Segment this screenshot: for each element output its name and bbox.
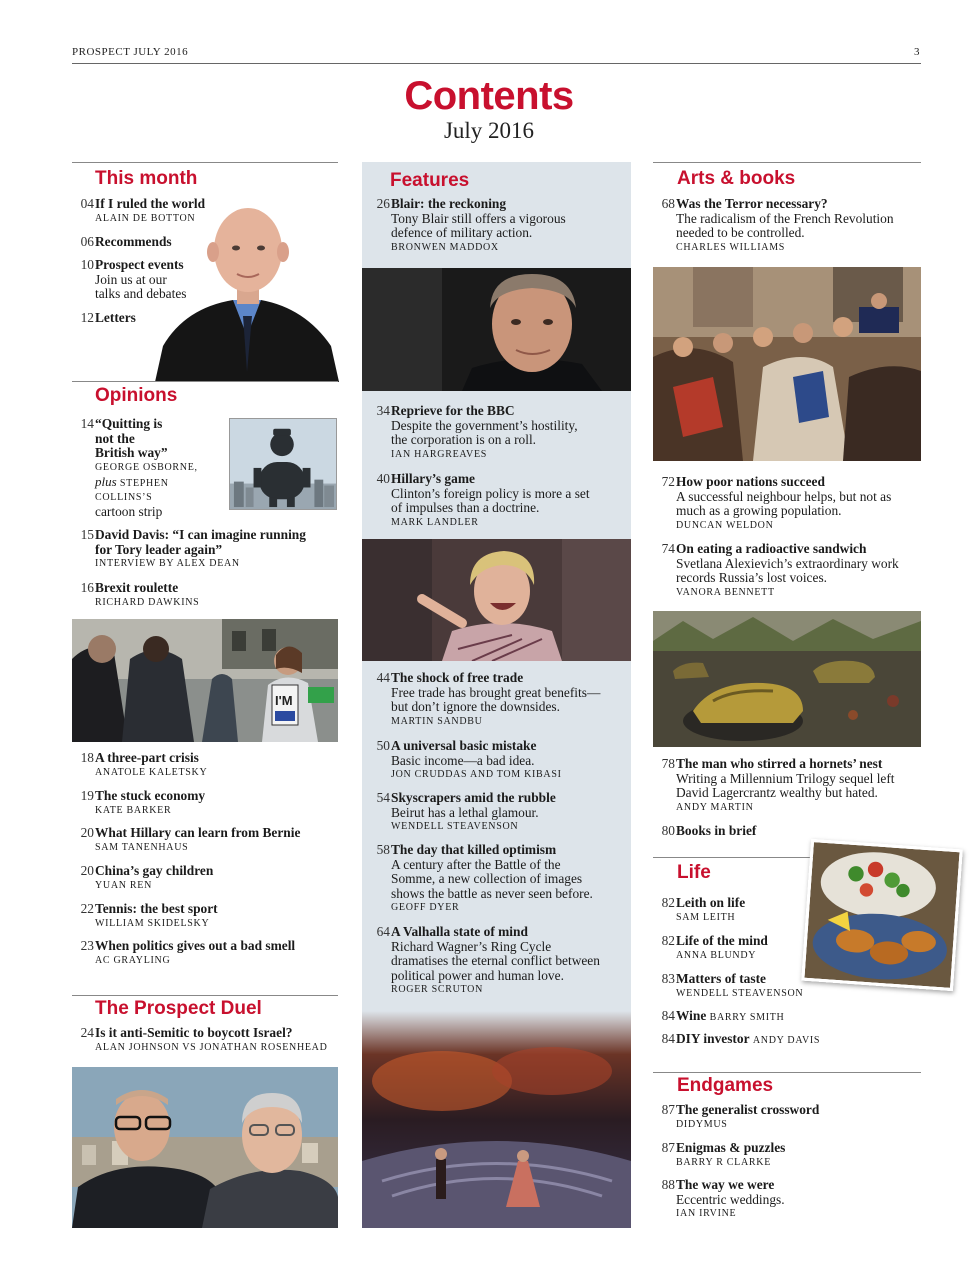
toc-entry[interactable] <box>72 581 338 610</box>
entry-page: 20 <box>80 863 94 878</box>
entry-page: 44 <box>376 670 390 685</box>
entry-description: Free trade has brought great benefits— <box>391 684 601 700</box>
entry-title: How poor nations succeed <box>676 474 825 489</box>
entry-description: political power and human love. <box>391 967 564 983</box>
entry-author: MARK LANDLER <box>391 516 479 528</box>
entry-title: Was the Terror necessary? <box>676 196 828 211</box>
duel-photo <box>72 1067 338 1228</box>
toc-entry[interactable] <box>72 864 338 893</box>
entry-page: 19 <box>80 788 94 803</box>
entry-page: 18 <box>80 750 94 765</box>
entry-description: A century after the Battle of the <box>391 856 561 872</box>
entry-author: AC GRAYLING <box>95 954 171 966</box>
entry-author: GEORGE OSBORNE, <box>95 461 198 473</box>
entry-description: Eccentric weddings. <box>676 1191 785 1207</box>
entry-title: Skyscrapers amid the rubble <box>391 790 556 805</box>
toc-entry[interactable] <box>72 235 232 250</box>
toc-entry[interactable] <box>368 197 630 255</box>
toc-entry[interactable] <box>72 1026 342 1055</box>
entry-author: YUAN REN <box>95 879 152 891</box>
toc-entry[interactable] <box>72 902 338 931</box>
entry-title: The way we were <box>676 1177 775 1192</box>
entry-page: 15 <box>80 527 94 542</box>
entry-author: KATE BARKER <box>95 804 172 816</box>
entry-description: shows the battle as never seen before. <box>391 885 593 901</box>
section-title-endgames: Endgames <box>677 1075 774 1096</box>
entry-description: but don’t ignore the downsides. <box>391 699 560 715</box>
entry-author: IAN IRVINE <box>676 1208 737 1220</box>
entry-description: Despite the government’s hostility, <box>391 417 578 433</box>
toc-entry[interactable] <box>653 1103 923 1132</box>
toc-entry[interactable] <box>72 528 338 571</box>
entry-title: Books in brief <box>676 823 757 838</box>
toc-entry[interactable] <box>72 751 338 780</box>
entry-title: Hillary’s game <box>391 471 475 486</box>
entry-page: 34 <box>376 403 390 418</box>
entry-description: of impulses than a doctrine. <box>391 500 540 516</box>
entry-description: David Lagercrantz wealthy but hated. <box>676 785 878 801</box>
entry-page: 80 <box>661 823 675 838</box>
entry-page: 84 <box>661 1008 675 1023</box>
section-title-opinions: Opinions <box>95 385 178 406</box>
entry-description: dramatises the eternal conflict between <box>391 953 600 969</box>
entry-title: Leith on life <box>676 895 746 910</box>
section-title-arts: Arts & books <box>677 168 796 189</box>
section-title-life: Life <box>677 862 711 883</box>
page-title: Contents <box>404 74 574 118</box>
entry-title: The generalist crossword <box>676 1102 820 1117</box>
hillary-clinton-photo <box>362 539 631 661</box>
entry-author: BRONWEN MADDOX <box>391 241 499 253</box>
sign-text: I'M <box>275 693 293 708</box>
entry-title: The shock of free trade <box>391 670 524 685</box>
entry-author: ROGER SCRUTON <box>391 984 483 996</box>
entry-title: Prospect events <box>95 257 184 272</box>
entry-title: DIY investor <box>676 1031 750 1046</box>
entry-page: 23 <box>80 938 94 953</box>
toc-entry[interactable] <box>653 972 833 1001</box>
entry-page: 14 <box>80 416 94 431</box>
entry-description: much as a growing population. <box>676 503 842 519</box>
entry-author: BARRY SMITH <box>709 1012 785 1023</box>
entry-description: Richard Wagner’s Ring Cycle <box>391 938 552 954</box>
toc-entry[interactable] <box>653 1178 923 1221</box>
entry-page: 54 <box>376 790 390 805</box>
entry-description: Writing a Millennium Trilogy sequel left <box>676 770 895 786</box>
entry-author: ANDY DAVIS <box>752 1035 821 1046</box>
entry-author: ANDY MARTIN <box>676 801 754 813</box>
entry-title: Recommends <box>95 234 172 249</box>
entry-author: DUNCAN WELDON <box>676 519 774 531</box>
entry-title: A Valhalla state of mind <box>391 924 528 939</box>
toc-entry[interactable] <box>368 671 630 729</box>
entry-author: BARRY R CLARKE <box>676 1156 772 1168</box>
entry-title: Is it anti-Semitic to boycott Israel? <box>95 1025 293 1040</box>
toc-entry[interactable] <box>653 197 923 255</box>
entry-title: The man who stirred a hornets’ nest <box>676 756 883 771</box>
entry-page: 87 <box>661 1102 675 1117</box>
entry-author: WENDELL STEAVENSON <box>391 821 519 833</box>
entry-description: The radicalism of the French Revolution <box>676 210 894 226</box>
entry-author: VANORA BENNETT <box>676 586 775 598</box>
toc-entry[interactable] <box>72 258 232 302</box>
entry-title: Matters of taste <box>676 971 766 986</box>
entry-title: Enigmas & puzzles <box>676 1140 786 1155</box>
toc-entry[interactable] <box>368 925 630 997</box>
entry-author: WILLIAM SKIDELSKY <box>95 917 210 929</box>
entry-page: 50 <box>376 738 390 753</box>
entry-title: A universal basic mistake <box>391 738 537 753</box>
entry-author: COLLINS’S <box>95 491 153 503</box>
entry-page: 68 <box>661 196 675 211</box>
entry-title: “Quitting is <box>95 416 163 431</box>
entry-author: CHARLES WILLIAMS <box>676 241 786 253</box>
toc-entry[interactable] <box>368 739 630 782</box>
entry-author: GEOFF DYER <box>391 902 460 914</box>
toc-entry[interactable] <box>653 1141 923 1170</box>
entry-page: 12 <box>80 310 94 325</box>
entry-page: 20 <box>80 825 94 840</box>
entry-page: 64 <box>376 924 390 939</box>
section-title-features: Features <box>390 170 470 191</box>
tony-blair-photo <box>362 268 631 391</box>
toc-entry[interactable] <box>72 417 224 519</box>
french-revolution-painting <box>653 267 921 461</box>
toc-entry[interactable] <box>72 939 338 968</box>
entry-page: 10 <box>80 257 94 272</box>
entry-title: Blair: the reckoning <box>391 196 507 211</box>
section-title-duel: The Prospect Duel <box>95 998 262 1019</box>
entry-description: Join us at our <box>95 271 167 287</box>
entry-author: JON CRUDDAS AND TOM KIBASI <box>391 769 562 781</box>
toc-entry[interactable] <box>653 896 833 925</box>
entry-author: SAM TANENHAUS <box>95 841 189 853</box>
entry-author: DIDYMUS <box>676 1118 728 1130</box>
entry-page: 82 <box>661 933 675 948</box>
entry-title: On eating a radioactive sandwich <box>676 541 867 556</box>
entry-title: Letters <box>95 310 136 325</box>
entry-author: STEPHEN <box>119 477 169 489</box>
toc-entry[interactable] <box>72 311 232 326</box>
section-rule <box>72 995 338 996</box>
entry-description: Clinton’s foreign policy is more a set <box>391 485 590 501</box>
abandoned-bumper-cars-photo <box>653 611 921 747</box>
entry-description: Svetlana Alexievich’s extraordinary work <box>676 555 899 571</box>
entry-author: ALAN JOHNSON VS JONATHAN ROSENHEAD <box>95 1041 328 1053</box>
entry-author: ALAIN DE BOTTON <box>95 212 196 224</box>
entry-description: needed to be controlled. <box>676 225 805 241</box>
entry-page: 22 <box>80 901 94 916</box>
toc-entry[interactable] <box>653 934 833 963</box>
entry-author: IAN HARGREAVES <box>391 448 488 460</box>
entry-description: A successful neighbour helps, but not as <box>676 488 892 504</box>
entry-page: 26 <box>376 196 390 211</box>
header-rule <box>72 63 921 64</box>
entry-description: Somme, a new collection of images <box>391 871 583 887</box>
brexit-street-photo <box>72 619 338 742</box>
entry-author: MARTIN SANDBU <box>391 715 483 727</box>
entry-author: SAM LEITH <box>676 911 736 923</box>
entry-title: Brexit roulette <box>95 580 179 595</box>
entry-title: China’s gay children <box>95 863 214 878</box>
entry-title: David Davis: “I can imagine running <box>95 527 306 542</box>
entry-description: cartoon strip <box>95 503 163 519</box>
entry-title: Life of the mind <box>676 933 768 948</box>
entry-page: 72 <box>661 474 675 489</box>
toc-entry[interactable] <box>368 791 630 834</box>
entry-description: defence of military action. <box>391 225 533 241</box>
entry-description: talks and debates <box>95 286 187 302</box>
entry-page: 88 <box>661 1177 675 1192</box>
entry-description: Basic income—a bad idea. <box>391 752 535 768</box>
toc-entry[interactable] <box>653 1032 893 1049</box>
entry-author: ANATOLE KALETSKY <box>95 766 208 778</box>
entry-title: British way” <box>95 445 168 461</box>
entry-title: What Hillary can learn from Bernie <box>95 825 301 840</box>
entry-page: 84 <box>661 1031 675 1046</box>
entry-page: 87 <box>661 1140 675 1155</box>
entry-title: for Tory leader again” <box>95 541 223 557</box>
entry-title: The stuck economy <box>95 788 206 803</box>
entry-page: 04 <box>80 196 94 211</box>
section-rule <box>653 857 813 858</box>
entry-author: ANNA BLUNDY <box>676 949 757 961</box>
entry-description: Beirut has a lethal glamour. <box>391 804 539 820</box>
section-rule <box>72 381 338 382</box>
toc-entry[interactable] <box>368 404 630 462</box>
toc-entry[interactable] <box>72 197 232 226</box>
entry-page: 16 <box>80 580 94 595</box>
toc-entry[interactable] <box>368 843 630 915</box>
entry-title: not the <box>95 430 135 446</box>
toc-entry[interactable] <box>72 826 338 855</box>
toc-entry[interactable] <box>653 542 923 600</box>
toc-entry[interactable] <box>72 789 338 818</box>
toc-entry[interactable] <box>653 757 923 815</box>
publication-line: PROSPECT JULY 2016 <box>72 46 189 58</box>
entry-author: INTERVIEW BY ALEX DEAN <box>95 558 240 570</box>
entry-page: 06 <box>80 234 94 249</box>
section-rule <box>72 162 338 163</box>
entry-page: 74 <box>661 541 675 556</box>
entry-author: RICHARD DAWKINS <box>95 596 200 608</box>
entry-description: the corporation is on a roll. <box>391 432 537 448</box>
toc-entry[interactable] <box>653 824 813 839</box>
page-number: 3 <box>914 46 920 58</box>
plus-word: plus <box>95 473 117 489</box>
entry-title: Tennis: the best sport <box>95 901 218 916</box>
toc-entry[interactable] <box>653 475 923 533</box>
toc-entry[interactable] <box>653 1009 893 1026</box>
entry-page: 58 <box>376 842 390 857</box>
entry-page: 78 <box>661 756 675 771</box>
entry-description: records Russia’s lost voices. <box>676 570 827 586</box>
entry-page: 40 <box>376 471 390 486</box>
entry-author: WENDELL STEAVENSON <box>676 987 804 999</box>
wagner-opera-photo <box>362 1011 631 1228</box>
entry-title: The day that killed optimism <box>391 842 557 857</box>
section-rule <box>653 1072 921 1073</box>
entry-page: 24 <box>80 1025 94 1040</box>
section-rule <box>653 162 921 163</box>
entry-title: When politics gives out a bad smell <box>95 938 296 953</box>
entry-title: If I ruled the world <box>95 196 206 211</box>
cartoon-strip-image <box>229 418 337 510</box>
toc-entry[interactable] <box>368 472 630 530</box>
section-title-this-month: This month <box>95 168 198 189</box>
entry-title: A three-part crisis <box>95 750 199 765</box>
entry-page: 83 <box>661 971 675 986</box>
page-subtitle: July 2016 <box>443 118 535 143</box>
entry-title: Reprieve for the BBC <box>391 403 515 418</box>
entry-title: Wine <box>676 1008 707 1023</box>
entry-page: 82 <box>661 895 675 910</box>
entry-description: Tony Blair still offers a vigorous <box>391 210 566 226</box>
